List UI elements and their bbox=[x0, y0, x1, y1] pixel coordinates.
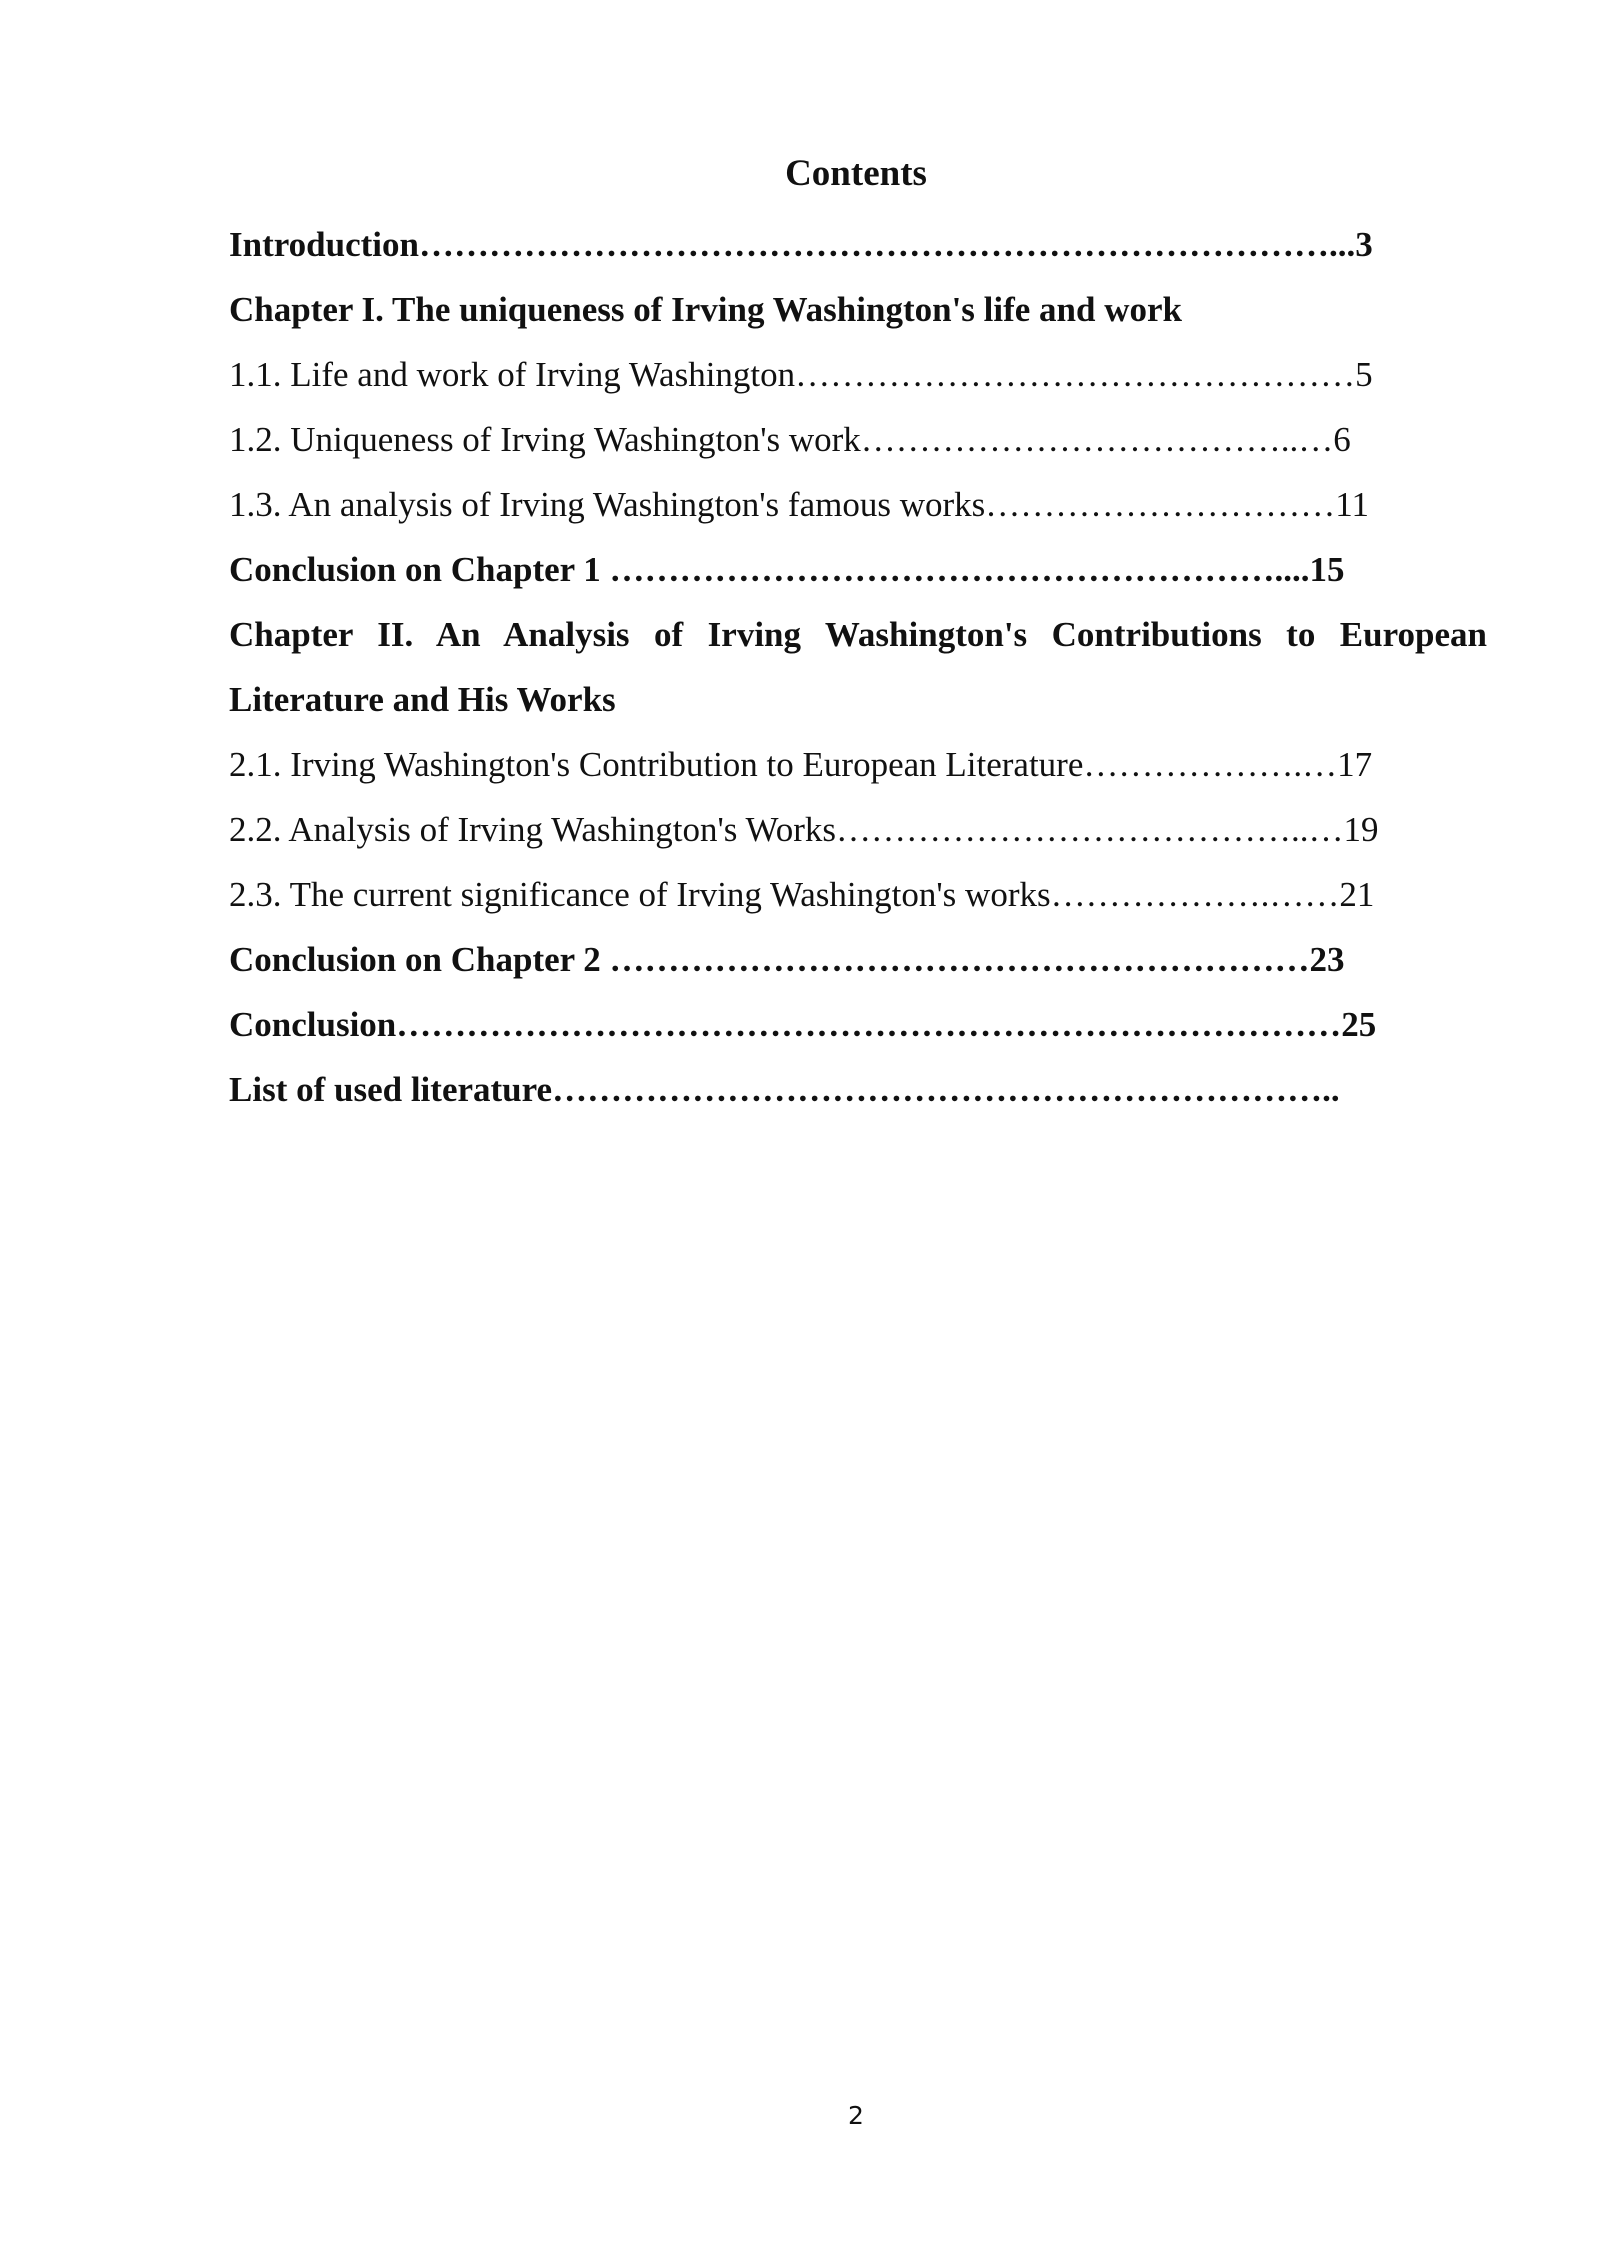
table-of-contents bbox=[229, 212, 1487, 1122]
toc-entry-2-1: 2.1. Irving Washington's Contribution to European Literature……………….…17 bbox=[229, 745, 1373, 784]
contents-heading: Contents bbox=[785, 153, 927, 194]
toc-entry-2-3: 2.3. The current significance of Irving Washington's works……………….……21 bbox=[229, 875, 1375, 914]
toc-entry-1-3: 1.3. An analysis of Irving Washington's famous works…………………………11 bbox=[229, 485, 1369, 524]
toc-entry-literature: List of used literature………………………………………………………….. bbox=[229, 1070, 1340, 1109]
toc-entry-conclusion-chapter-2: Conclusion on Chapter 2 ……………………………………………………23 bbox=[229, 940, 1345, 979]
toc-entry-conclusion: Conclusion………………………………………………………………………25 bbox=[229, 1005, 1377, 1044]
toc-entry-chapter-1: Chapter I. The uniqueness of Irving Washington's life and work bbox=[229, 290, 1183, 329]
page-number: 2 bbox=[848, 2101, 864, 2130]
toc-entry-1-1: 1.1. Life and work of Irving Washington…………………………………………5 bbox=[229, 355, 1373, 394]
toc-entry-chapter-2: Chapter II. An Analysis of Irving Washington's Contributions to European Literature and His Works bbox=[229, 615, 1487, 719]
toc-entry-1-2: 1.2. Uniqueness of Irving Washington's work………………………………..…6 bbox=[229, 420, 1351, 459]
toc-entry-introduction: Introduction……………………………………………………………………...3 bbox=[229, 225, 1373, 264]
toc-entry-conclusion-chapter-1: Conclusion on Chapter 1 …………………………………………………....15 bbox=[229, 550, 1345, 589]
toc-entry-2-2: 2.2. Analysis of Irving Washington's Works…………………………………..…19 bbox=[229, 810, 1379, 849]
